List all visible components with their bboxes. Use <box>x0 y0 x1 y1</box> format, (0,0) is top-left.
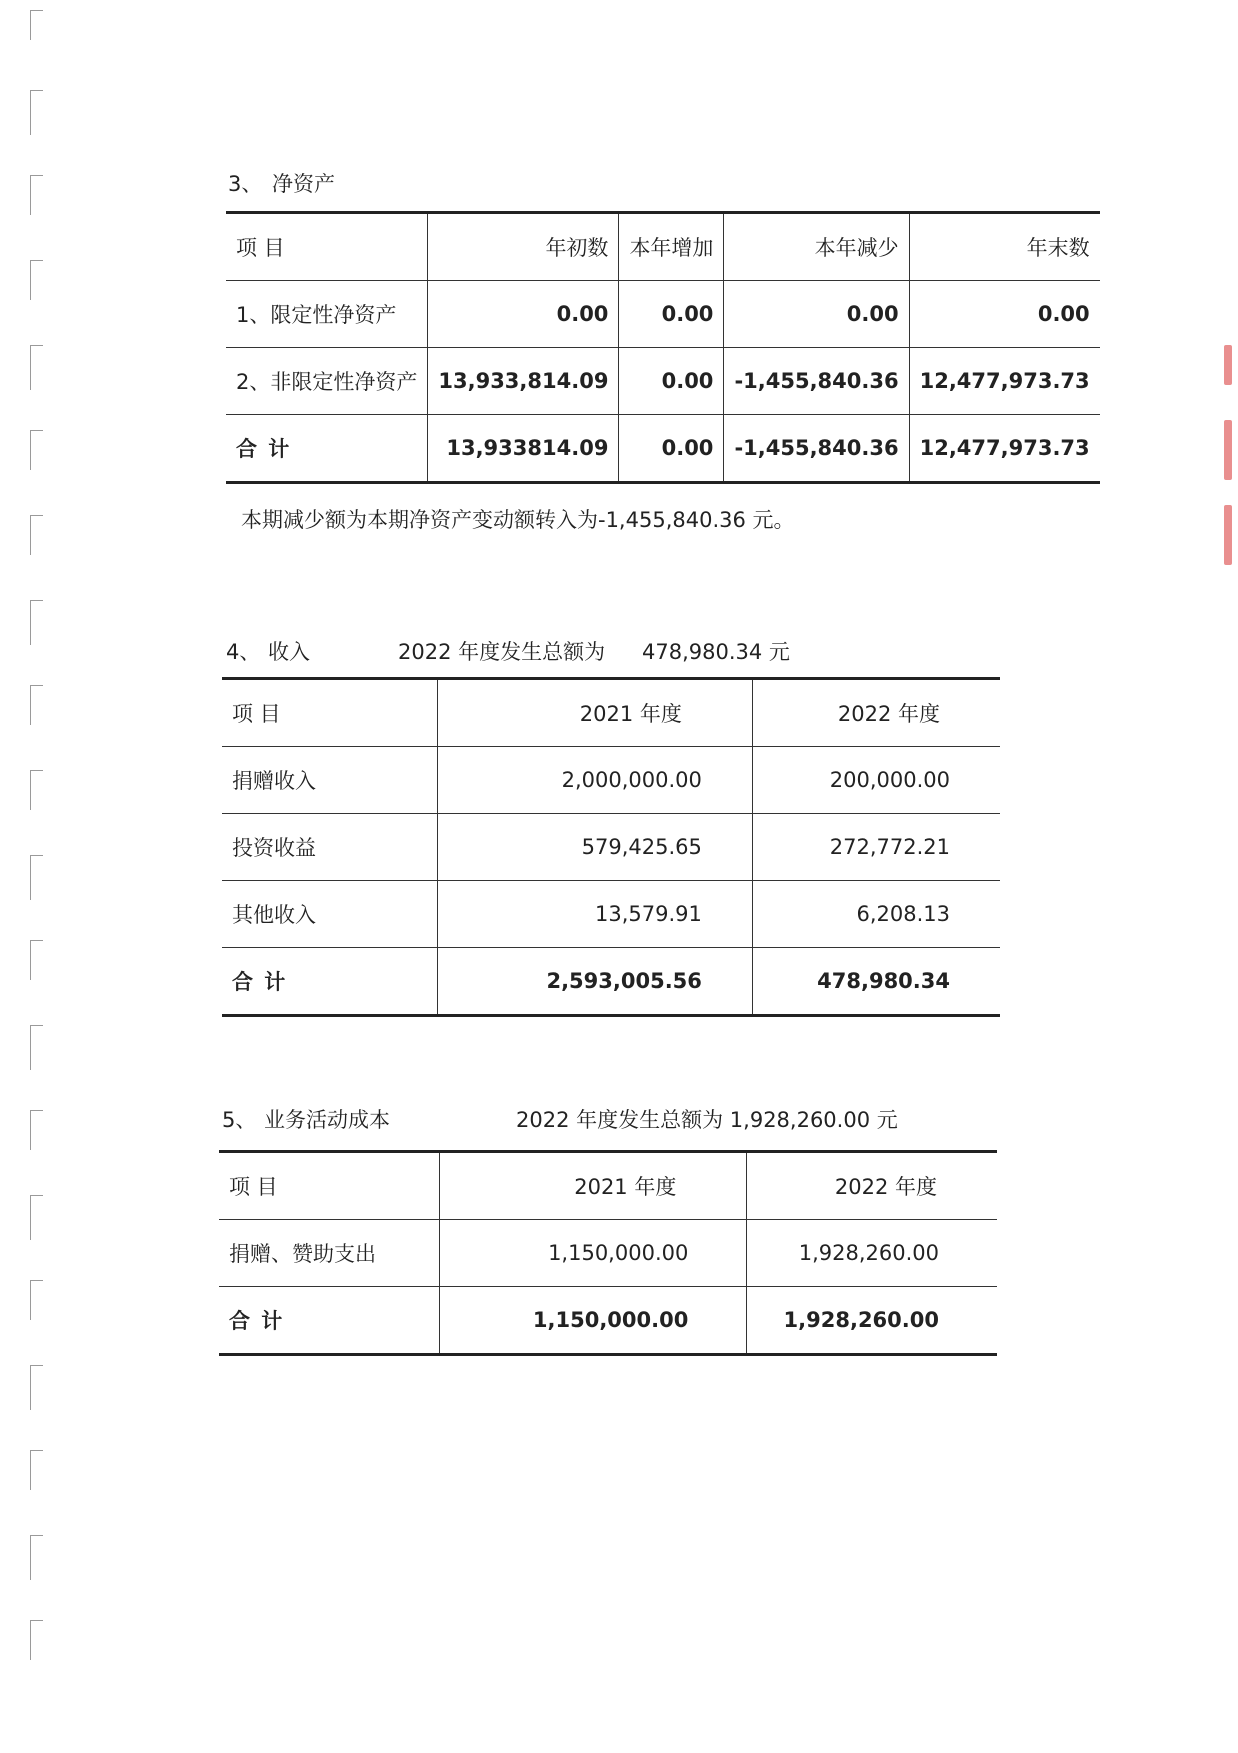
total-2021: 1,150,000.00 <box>440 1287 747 1355</box>
total-label: 合 计 <box>226 415 428 483</box>
seal-edge <box>1224 505 1232 565</box>
margin-mark <box>30 175 45 215</box>
table-header-row <box>222 679 1000 747</box>
header-item: 项 目 <box>219 1152 440 1220</box>
header-begin: 年初数 <box>428 213 619 281</box>
income-summary-label: 2022 年度发生总额为 <box>398 640 606 664</box>
table-row <box>226 348 1100 415</box>
margin-mark <box>30 90 45 135</box>
margin-mark <box>30 1110 45 1150</box>
row-item: 1、限定性净资产 <box>226 281 428 348</box>
total-2021: 2,593,005.56 <box>437 948 752 1016</box>
header-2022: 2022 年度 <box>747 1152 997 1220</box>
margin-mark <box>30 940 45 980</box>
table-row <box>226 281 1100 348</box>
row-end: 0.00 <box>909 281 1100 348</box>
net-assets-note: 本期减少额为本期净资产变动额转入为-1,455,840.36 元。 <box>241 508 795 532</box>
seal-edge <box>1224 345 1232 385</box>
margin-mark <box>30 1025 45 1070</box>
row-increase: 0.00 <box>619 348 724 415</box>
total-2022: 478,980.34 <box>752 948 1000 1016</box>
row-2021: 579,425.65 <box>437 814 752 881</box>
table-row <box>222 814 1000 881</box>
row-2022: 272,772.21 <box>752 814 1000 881</box>
total-2022: 1,928,260.00 <box>747 1287 997 1355</box>
margin-mark <box>30 1280 45 1320</box>
row-2021: 1,150,000.00 <box>440 1220 747 1287</box>
row-begin: 13,933,814.09 <box>428 348 619 415</box>
total-decrease: -1,455,840.36 <box>724 415 909 483</box>
margin-mark <box>30 600 45 645</box>
section-title: 收入 <box>268 640 310 664</box>
margin-mark <box>30 770 45 810</box>
row-item: 其他收入 <box>222 881 437 948</box>
margin-mark <box>30 1365 45 1410</box>
row-2021: 2,000,000.00 <box>437 747 752 814</box>
row-item: 投资收益 <box>222 814 437 881</box>
costs-summary: 2022 年度发生总额为 1,928,260.00 元 <box>516 1108 898 1132</box>
header-item: 项 目 <box>226 213 428 281</box>
table-row <box>219 1220 997 1287</box>
table-row <box>222 747 1000 814</box>
row-item: 捐赠、赞助支出 <box>219 1220 440 1287</box>
header-2022: 2022 年度 <box>752 679 1000 747</box>
margin-mark <box>30 685 45 725</box>
table-total-row <box>222 948 1000 1016</box>
seal-edge <box>1224 420 1232 480</box>
header-increase: 本年增加 <box>619 213 724 281</box>
section-number: 4、 <box>226 640 261 664</box>
section-number: 5、 <box>222 1108 257 1132</box>
table-header-row <box>219 1152 997 1220</box>
costs-table <box>219 1150 997 1356</box>
row-2021: 13,579.91 <box>437 881 752 948</box>
row-end: 12,477,973.73 <box>909 348 1100 415</box>
table-header-row <box>226 213 1100 281</box>
total-label: 合 计 <box>222 948 437 1016</box>
row-2022: 200,000.00 <box>752 747 1000 814</box>
row-decrease: 0.00 <box>724 281 909 348</box>
margin-mark <box>30 345 45 390</box>
row-item: 2、非限定性净资产 <box>226 348 428 415</box>
header-2021: 2021 年度 <box>437 679 752 747</box>
section-number: 3、 <box>228 172 263 196</box>
row-item: 捐赠收入 <box>222 747 437 814</box>
margin-mark <box>30 515 45 555</box>
margin-mark <box>30 1620 45 1660</box>
margin-mark <box>30 430 45 470</box>
row-2022: 1,928,260.00 <box>747 1220 997 1287</box>
table-total-row <box>219 1287 997 1355</box>
row-increase: 0.00 <box>619 281 724 348</box>
margin-mark <box>30 1535 45 1580</box>
net-assets-table <box>226 211 1100 484</box>
margin-mark <box>30 1195 45 1240</box>
total-end: 12,477,973.73 <box>909 415 1100 483</box>
header-decrease: 本年减少 <box>724 213 909 281</box>
total-label: 合 计 <box>219 1287 440 1355</box>
row-2022: 6,208.13 <box>752 881 1000 948</box>
section-title: 净资产 <box>272 172 335 196</box>
row-begin: 0.00 <box>428 281 619 348</box>
total-increase: 0.00 <box>619 415 724 483</box>
table-total-row <box>226 415 1100 483</box>
margin-mark <box>30 260 45 300</box>
table-row <box>222 881 1000 948</box>
header-item: 项 目 <box>222 679 437 747</box>
header-2021: 2021 年度 <box>440 1152 747 1220</box>
margin-mark <box>30 1450 45 1490</box>
row-decrease: -1,455,840.36 <box>724 348 909 415</box>
section-title: 业务活动成本 <box>264 1108 390 1132</box>
total-begin: 13,933814.09 <box>428 415 619 483</box>
income-table <box>222 677 1000 1017</box>
header-end: 年末数 <box>909 213 1100 281</box>
margin-mark <box>30 10 45 40</box>
income-summary-value: 478,980.34 元 <box>642 640 790 664</box>
margin-mark <box>30 855 45 900</box>
